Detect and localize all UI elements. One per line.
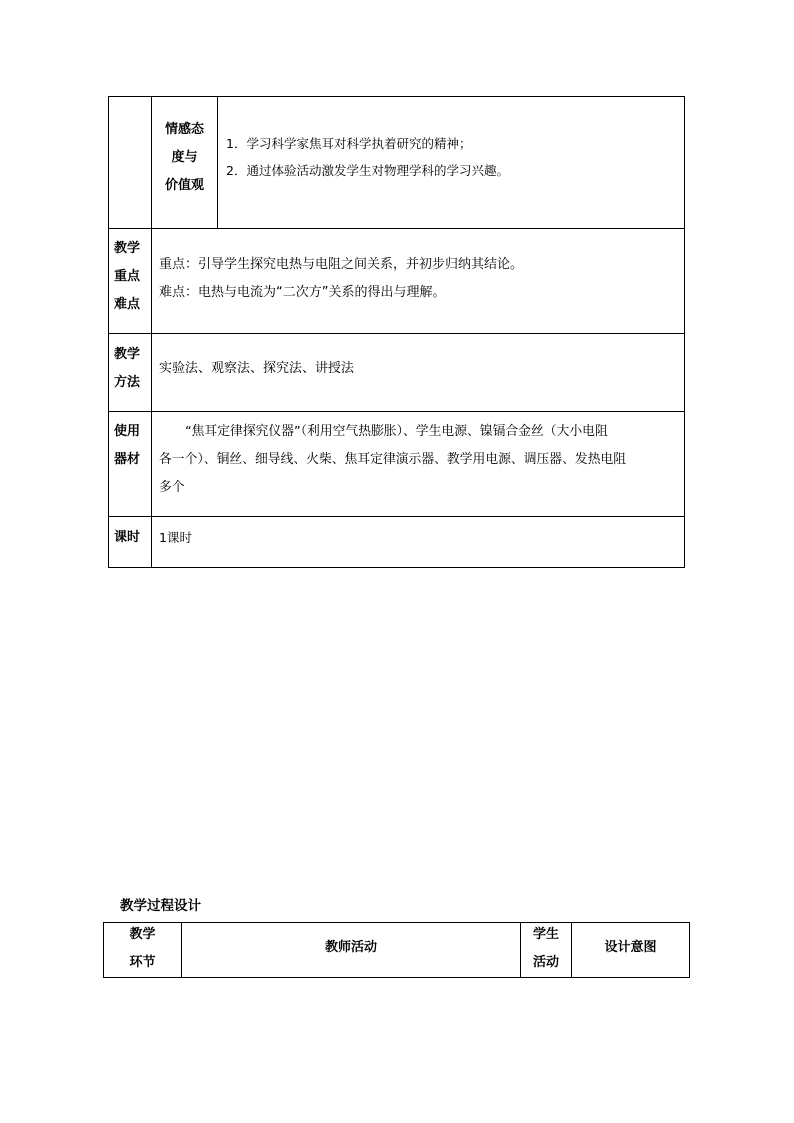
method-text: 实验法、观察法、探究法、讲授法 [159,361,355,376]
header-col-teacher: 教师活动 [324,940,377,955]
key-point-line: 重点：引导学生探究电热与电阻之间关系，并初步归纳其结论。 [159,257,524,272]
list-item: 2．通过体验活动激发学生对物理学科的学习兴趣。 [226,163,509,178]
hours-label: 课时 [114,530,141,545]
hours-value: 1课时 [159,530,192,545]
difficulty-line: 难点：电热与电流为“二次方”关系的得出与理解。 [159,285,446,300]
list-item: 1．学习科学家焦耳对科学执着研究的精神； [226,136,472,151]
section-title: 教学过程设计 [120,898,201,914]
header-col-intent: 设计意图 [604,940,657,955]
